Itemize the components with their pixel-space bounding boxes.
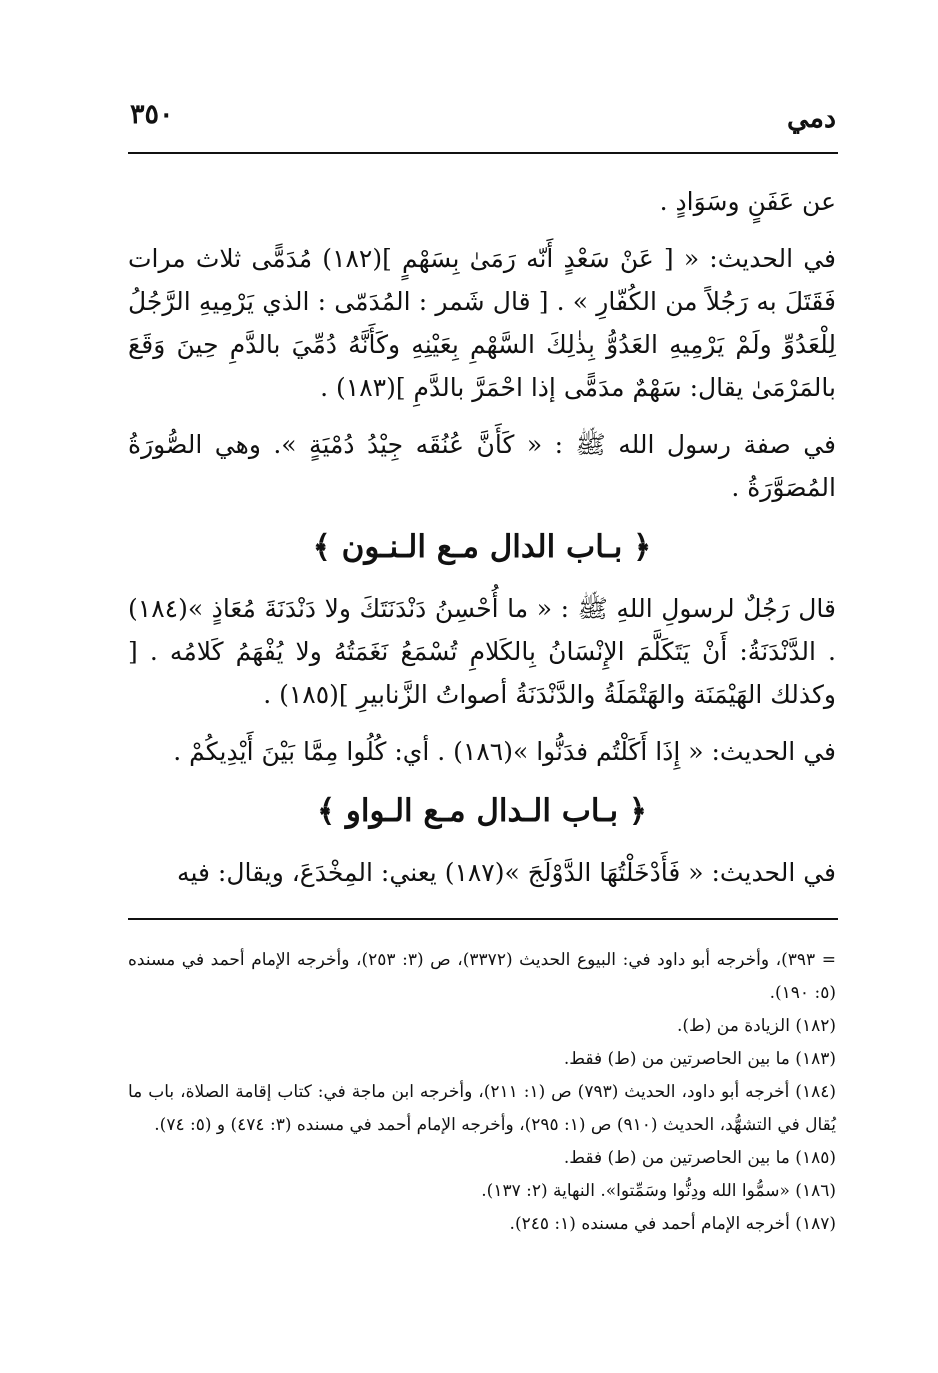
footnote-item: (١٨٣) ما بين الحاصرتين من (ط) فقط. [563,1049,836,1069]
footnote-item: (١٨٧) أخرجه الإمام أحمد في مسنده (١: ٢٤٥). [509,1214,836,1234]
section-title-dal-nun: ﴿ بـاب الدال مـع الـنـون ﴾ [312,529,652,565]
paragraph-1: عن عَفَنٍ وسَوَادٍ . [659,187,836,216]
section-title-dal-waw: ﴿ بـاب الـدال مـع الـواو ﴾ [316,793,648,829]
footnote-item: (١٨٢) الزيادة من (ط). [677,1016,836,1036]
page-header [130,95,836,150]
footnote-item: (١٨٤) أخرجه أبو داود، الحديث (٧٩٣) ص (١: ٢١١)، وأخرجه ابن ماجة في: كتاب إقامة الصلاة، باب ما يُقال في التشهُّد، الحديث (٩١٠) ص (١: ٢٩٥)، وأخرجه الإمام أحمد في مسنده (٣: ٤٧٤) و (٥: ٧٤). [128,1082,836,1135]
page-number: ٣٥٠ [130,99,174,130]
header-rule [128,152,838,154]
paragraph-4: قال رَجُلٌ لرسولِ اللهِ ﷺ : « ما أُحْسِنُ دَنْدَنَتَكَ ولا دَنْدَنَةَ مُعَاذٍ »(١٨٤) . الدَّنْدَنَةُ: أَنْ يَتَكَلَّمَ الإِنْسَانُ بِالكَلامِ تُسْمَعُ نَغَمَتُهُ ولا يُفْهَمُ كَلامُه . [ وكذلك الهَيْمَنَة والهَتْمَلَةُ والدَّنْدَنَةُ أصواتُ الزَّنابيرِ ](١٨٥) . [128,594,836,709]
footnote-rule [128,918,838,920]
paragraph-5: في الحديث: « إِذَا أَكَلْتُم فدَنُّوا »(١٨٦) . أي: كُلُوا مِمَّا بَيْنَ أَيْدِيكُمْ . [173,737,836,766]
footnote-item: = ٣٩٣)، وأخرجه أبو داود في: البيوع الحديث (٣٣٧٢)، ص (٣: ٢٥٣)، وأخرجه الإمام أحمد في مسنده (٥: ١٩٠). [128,950,836,1003]
paragraph-6: في الحديث: « فَأَدْخَلْتُهَا الدَّوْلَجَ »(١٨٧) يعني: المِخْدَعَ، ويقال: فيه [177,858,836,887]
running-head: دمي [787,103,836,134]
footnote-item: (١٨٥) ما بين الحاصرتين من (ط) فقط. [563,1148,836,1168]
main-text [128,180,836,908]
footnote-item: (١٨٦) «سمُّوا الله ودِنُّوا وسَمِّتوا». النهاية (٢: ١٣٧). [481,1181,836,1201]
paragraph-2: في الحديث: « [ عَنْ سَعْدٍ أَنّه رَمَىٰ بِسَهْمٍ ](١٨٢) مُدَمًّى ثلاث مرات فَقَتَلَ به رَجُلاً من الكُفّارِ » . [ قال شَمر : المُدَمّى : الذي يَرْمِيهِ الرَّجُلُ لِلْعَدُوِّ ولَمْ يَرْمِيهِ العَدُوُّ بِذٰلِكَ السَّهْمِ بِعَيْنِهِ وكَأَنَّهُ دُمِّيَ بالدَّمِ حِينَ وَقَعَ بالمَرْمَىٰ يقال: سَهْمٌ مدَمًّى إذا احْمَرَّ بالدَّمِ ](١٨٣) . [128,244,836,402]
paragraph-3: في صفة رسول الله ﷺ : « كَأَنَّ عُنُقَه جِيْدُ دُمْيَةٍ ». وهي الصُّورَةُ المُصَوَّرَةُ . [128,430,836,502]
footnotes [128,944,836,1241]
